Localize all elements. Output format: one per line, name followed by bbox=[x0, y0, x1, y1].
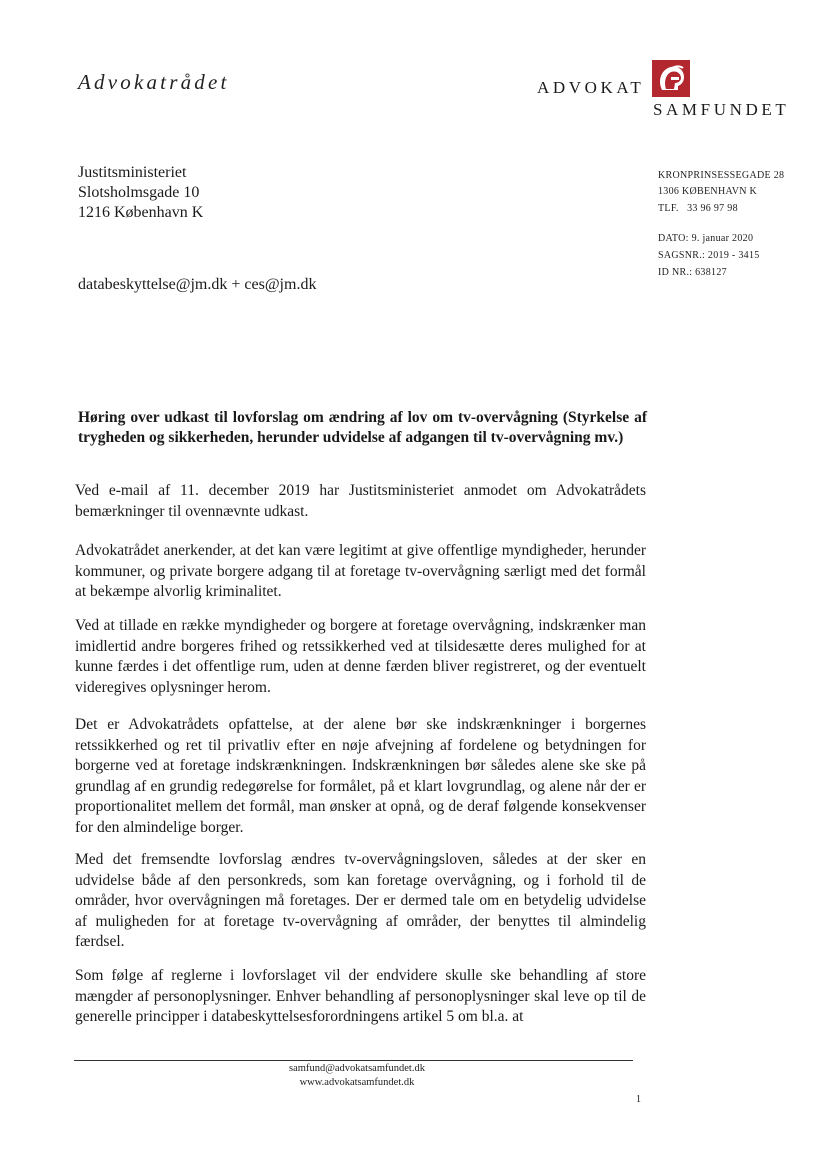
recipient-emails: databeskyttelse@jm.dk + ces@jm.dk bbox=[78, 276, 317, 293]
letter-date: DATO: 9. januar 2020 bbox=[658, 233, 754, 244]
body-paragraph: Advokatrådet anerkender, at det kan være legitimt at give offentlige myndigheder, herunder kommuner, og private borgere adgang til at foretage tv-overvågning særligt med det formål at bekæmpe alvorlig kriminalitet. bbox=[75, 542, 646, 600]
body-paragraph: Ved at tillade en række myndigheder og borgere at foretage overvågning, indskrænker man imidlertid andre borgeres frihed og retssikkerhed ved at tilsidesætte deres mulighed for at kunne færdes i det offentlige rum, uden at denne færden bliver registreret, og der eventuelt videregives oplysninger herom. bbox=[75, 617, 646, 696]
case-number: SAGSNR.: 2019 - 3415 bbox=[658, 250, 760, 261]
helmet-logo-icon bbox=[652, 60, 690, 97]
body-paragraph: Ved e-mail af 11. december 2019 har Justitsministeriet anmodet om Advokatrådets bemærkninger til ovennævnte udkast. bbox=[75, 482, 646, 520]
footer-divider bbox=[74, 1060, 633, 1061]
sender-city: 1306 KØBENHAVN K bbox=[658, 186, 758, 197]
id-number: ID NR.: 638127 bbox=[658, 267, 727, 278]
recipient-city: 1216 København K bbox=[78, 204, 204, 221]
recipient-street: Slotsholmsgade 10 bbox=[78, 184, 200, 201]
body-paragraph: Det er Advokatrådets opfattelse, at der alene bør ske indskrænkninger i borgernes retssikkerhed og ret til privatliv efter en nøje afvejning af fordelene og betydningen for borgerne ved at foretage indskrænkningen. Indskrænkningen bør således alene ske ske på grundlag af en grundig redegørelse for formålet, på et klart lovgrundlag, og alene når der er proportionalitet mellem det formål, man ønsker at opnå, og de deraf følgende konsekvenser for den almindelige borger. bbox=[75, 716, 646, 836]
logo-text-samfundet: SAMFUNDET bbox=[653, 100, 790, 119]
sender-street: KRONPRINSESSEGADE 28 bbox=[658, 170, 785, 181]
body-paragraph: Med det fremsendte lovforslag ændres tv-overvågningsloven, således at der sker en udvidelse både af den personkreds, som kan foretage overvågning, og i forhold til de områder, hvor overvågningen må foretages. Der er dermed tale om en betydelig udvidelse af muligheden for at foretage tv-overvågning af områder, der benyttes til almindelig færdsel. bbox=[75, 851, 646, 950]
sender-name: Advokatrådet bbox=[78, 70, 230, 94]
letter-subject: Høring over udkast til lovforslag om ændring af lov om tv-overvågning (Styrkelse af trygheden og sikkerheden, herunder udvidelse af adgangen til tv-overvågning mv.) bbox=[78, 409, 647, 446]
logo-text-advokat: ADVOKAT bbox=[537, 78, 645, 97]
body-paragraph: Som følge af reglerne i lovforslaget vil der endvidere skulle ske behandling af store mængder af personoplysninger. Enhver behandling af personoplysninger skal leve op til de generelle principper i databeskyttelsesforordningens artikel 5 om bl.a. at bbox=[75, 967, 646, 1025]
recipient-name: Justitsministeriet bbox=[78, 164, 187, 181]
footer-email: samfund@advokatsamfundet.dk bbox=[289, 1063, 425, 1074]
page-number: 1 bbox=[636, 1094, 641, 1105]
sender-phone: TLF. 33 96 97 98 bbox=[658, 203, 738, 214]
footer-website: www.advokatsamfundet.dk bbox=[299, 1077, 415, 1088]
